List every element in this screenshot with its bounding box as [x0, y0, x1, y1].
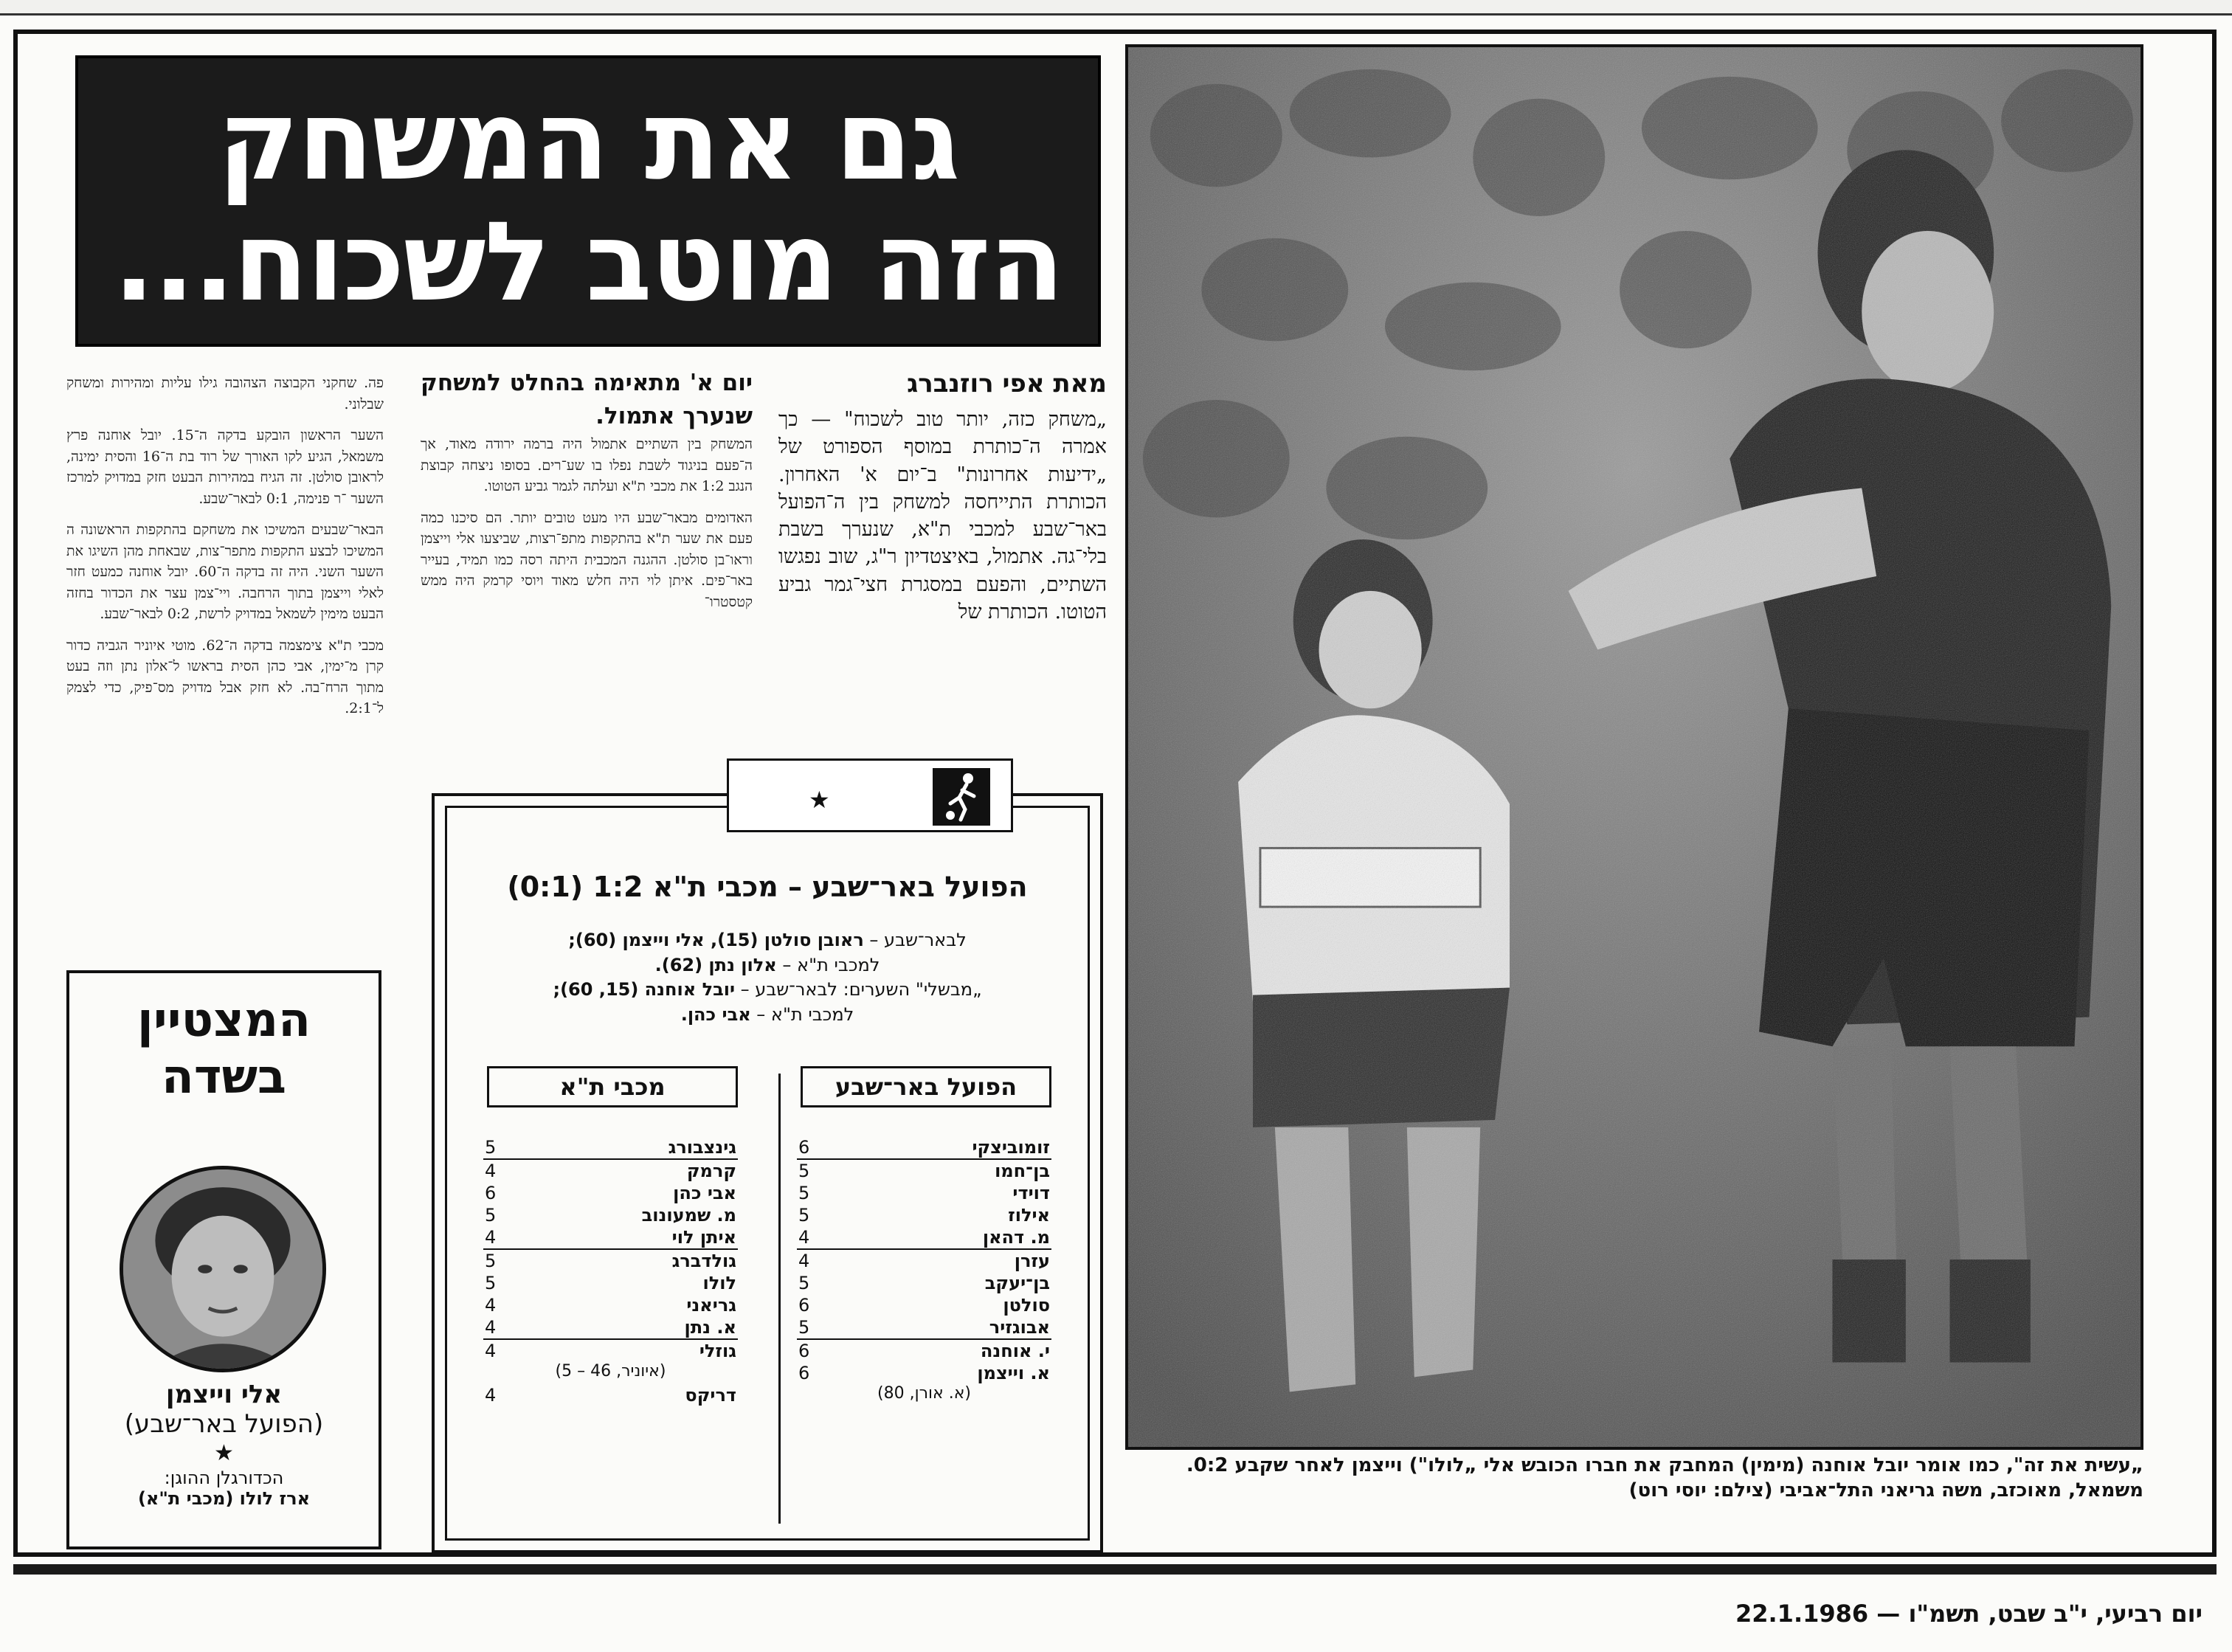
match-photo	[1125, 44, 2143, 1450]
lineup-row: דוידי 5	[798, 1183, 1050, 1203]
lineup-row: לולו 5	[485, 1273, 736, 1293]
player-name: אלי וייצמן	[165, 1380, 283, 1409]
lineup-row: גוזלי 4	[485, 1341, 736, 1361]
photo-players-illustration	[1128, 47, 2141, 1447]
headline-box	[75, 55, 1101, 347]
lineup-row: אילוז 5	[798, 1205, 1050, 1226]
lineup-row: איתן לוי 4	[483, 1226, 738, 1250]
article-lead: יום א' מתאימה בהחלט למשחק שנערך אתמול.	[421, 370, 753, 429]
lineup-row: קרמק 4	[485, 1161, 736, 1181]
scorers-line: לבאר־שבע – ראובן סולטן (15), אלי וייצמן (60);	[568, 930, 967, 950]
article-byline: מאת אפי רוזנברג	[907, 369, 1107, 398]
fair-player-label: הכדורגלן ההוגן:	[164, 1468, 284, 1488]
home-team-header: הפועל באר־שבע	[801, 1066, 1051, 1107]
player-portrait	[120, 1166, 326, 1372]
bottom-rule	[13, 1564, 2217, 1575]
scorers-line: למכבי ת"א – אלון נתן (62).	[654, 954, 880, 975]
lineup-row: מ. שמעונוב 5	[485, 1205, 736, 1226]
lineup-row: אבוגזיר 5	[797, 1316, 1051, 1340]
lineup-row: בן־יעקב 5	[798, 1273, 1050, 1293]
lineup-row: עזרן 4	[798, 1251, 1050, 1271]
headline-line-2: הזה מוטב לשכוח...	[113, 198, 1063, 325]
article-paragraph: השער הראשון הובקע בדקה ה־15. יובל אוחנה פרץ משמאל, הגיע לקו האורך של רוד בת ה־16 והסית ימינה, לראובן סולטן. זה הגיח במהירות הבעט חזק במדויק למרכז השער ־ר פנימה, 0:1 לבאר־שבע.	[66, 427, 384, 507]
lineup-divider	[778, 1074, 781, 1524]
lineup-row: גינצבורג 5	[483, 1136, 738, 1160]
fair-player-name: ארז לולו (מכבי ת"א)	[137, 1488, 311, 1509]
substitution-note: (א. אורן, 80)	[877, 1384, 971, 1403]
article-paragraph: הבאר־שבעים המשיכו את משחקם בהתקפות הראשונה ה המשיכו לבצע התקפות מתפר־צות, שבאחת מהן השיגו את השער השני. היה זה בדקה ה־60. יובל אוחנה כמעט חזר לאלי וייצמן בתוך הרחבה. ויי־צמן עצר את הכדור בחזה הבעט מימין לשמאל במדויק לרשת, 0:2 לבאר־שבע.	[66, 522, 384, 622]
player-of-match-title: המצטיין בשדה	[137, 993, 311, 1105]
article-paragraph: מכבי ת"א צימצמה בדקה ה־62. מוטי איוניר הגביה כדור קרן מ־ימין, אבי כהן הסית בראשו ל־אלון נתן וזה בעט מתוך הרח־בה. לא חזק אבל מדויק מס־פיק, כדי לצמק ל־2:1.	[66, 637, 384, 716]
article-paragraph: האדומים מבאר־שבע היו מעט טובים יותר. הם סיכנו כמה פעם את שער ת"א בהתקפות מתפ־רצות, שביצעו אלי וייצמן וראו־בן סולטן. ההגנה המכבית היתה רסה כמו תמיד, בעייר באר־פים. איתן לוי היה חלש מאוד ויוסי קרמק היה ממש קטסטרו־	[421, 509, 753, 610]
article-paragraph: המשחק בין השתיים אתמול היה ברמה ירודה מאוד, אך ה־פעם בניגוד לשבת נפלו בו שע־רים. בסופו ניצחה קבוצת הנגב 1:2 את מכבי ת"א ועלתה לגמר גביע הטוטו.	[421, 436, 753, 494]
photo-caption: „עשית את זה", כמו אומר יובל אוחנה (מימין) המחבק את חברו הכובש אלי „לולו") וייצמן לאחר שקבע 0:2. משמאל, מאוכזב, משה גריאני התל־אביבי (צילם: יוסי רוט)	[1186, 1454, 2143, 1501]
lineup-row: א. נתן 4	[483, 1316, 738, 1340]
football-player-icon	[933, 768, 990, 826]
top-rule	[0, 0, 2232, 15]
home-lineup	[797, 1136, 1051, 1406]
headline-line-1: גם את המשחק	[217, 76, 959, 205]
lineup-row: גולדברג 5	[485, 1251, 736, 1271]
lineup-row: י. אוחנה 6	[798, 1341, 1050, 1361]
page-footer-date: יום רביעי, י"ב שבט, תשמ"ו — 22.1.1986	[1735, 1600, 2202, 1628]
player-team: (הפועל באר־שבע)	[124, 1409, 324, 1439]
article-paragraph: פה. שחקני הקבוצה הצהובה גילו עליות ומהירות ומשחק שבלוני.	[66, 375, 384, 412]
assists-line: „מבשלי" השערים: לבאר־שבע – יובל אוחנה (15, 60);	[553, 979, 982, 1000]
lineup-row: דריקס 4	[485, 1385, 736, 1406]
lineup-row: אבי כהן 6	[485, 1183, 736, 1203]
lineup-row: מ. דהאן 4	[797, 1226, 1051, 1250]
lineup-row: זומוביצקי 6	[797, 1136, 1051, 1160]
player-of-match-details	[66, 1380, 381, 1509]
star-icon: ★	[809, 786, 830, 814]
lineup-row: א. וייצמן 6	[798, 1363, 1050, 1383]
lineup-row: גריאני 4	[485, 1295, 736, 1316]
article-column-3	[66, 373, 384, 963]
article-column-2	[421, 434, 753, 758]
article-paragraph: „משחק כזה, יותר טוב לשכוח" — כך אמרה ה־כותרת במוסף הספורט של „ידיעות אחרונות" ב־יום א' האחרון. הכותרת התייחסה למשחק בין ה־הפועל באר־שבע למכבי ת"א, שנערך בשבת בלי־גה. אתמול, באיצטדיון ר"ג, שוב נפגשו השתיים, והפעם במסגרת חצי־גמר גביע הטוטו. הכותרת של	[778, 408, 1107, 623]
article-column-2-lead	[421, 367, 753, 433]
lineup-row: בן־חמו 5	[798, 1161, 1050, 1181]
match-result-title: הפועל באר־שבע – מכבי ת"א 1:2 (0:1)	[507, 871, 1028, 903]
away-lineup	[483, 1136, 738, 1406]
scorers-block	[457, 928, 1077, 1027]
substitution-note: (איוניר, 46 – 5)	[555, 1362, 666, 1380]
article-column-1	[778, 406, 1107, 753]
assists-line: למכבי ת"א – אבי כהן.	[680, 1003, 854, 1025]
star-icon: ★	[214, 1440, 234, 1466]
sport-badge	[727, 758, 1013, 832]
away-team-header: מכבי ת"א	[487, 1066, 738, 1107]
lineup-row: סולטן 6	[798, 1295, 1050, 1316]
